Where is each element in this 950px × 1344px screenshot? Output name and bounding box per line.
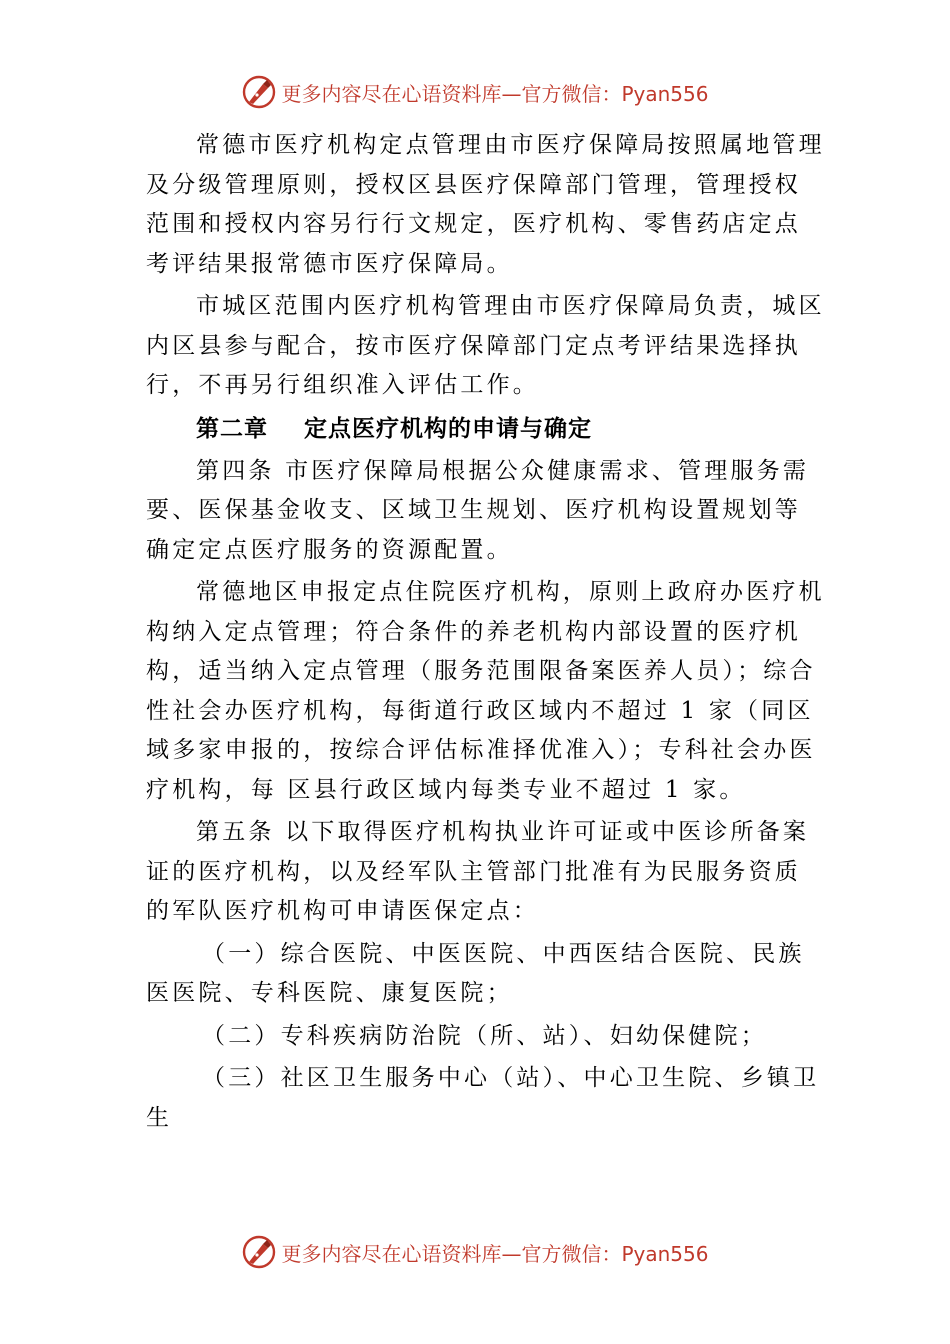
chapter-heading: 第二章 定点医疗机构的申请与确定 xyxy=(196,415,593,442)
article-5-paragraph: 第五条 以下取得医疗机构执业许可证或中医诊所备案证的医疗机构，以及经军队主管部门批准有为民服务资质的军队医疗机构可申请医保定点： xyxy=(146,819,810,924)
article-4-paragraph: 第四条 市医疗保障局根据公众健康需求、管理服务需要、医保基金收支、区域卫生规划、医疗机构设置规划等确定定点医疗服务的资源配置。 xyxy=(146,457,810,563)
paragraph-authorization: 常德市医疗机构定点管理由市医疗保障局按照属地管理及分级管理原则，授权区县医疗保障部门管理，管理授权范围和授权内容另行行文规定，医疗机构、零售药店定点考评结果报常德市医疗保障局。 xyxy=(146,132,825,277)
header-watermark-text: 更多内容尽在心语资料库—官方微信：Pyan556 xyxy=(281,81,709,106)
paragraph-city-district: 市城区范围内医疗机构管理由市医疗保障局负责，城区内区县参与配合，按市医疗保障部门定点考评结果选择执行，不再另行组织准入评估工作。 xyxy=(146,293,825,398)
article-4-quota-paragraph: 常德地区申报定点住院医疗机构，原则上政府办医疗机构纳入定点管理；符合条件的养老机构内部设置的医疗机构，适当纳入定点管理（服务范围限备案医养人员）；综合性社会办医疗机构，每街道行政区域内不超过 1 家（同区域多家申报的，按综合评估标准择优准入）；专科社会办医疗机构，每 区县行政区域内每类专业不超过 1 家。 xyxy=(146,579,825,803)
footer-watermark-text: 更多内容尽在心语资料库—官方微信：Pyan556 xyxy=(281,1241,709,1266)
list-item: （一）综合医院、中医医院、中西医结合医院、民族医医院、专科医院、康复医院； xyxy=(146,940,805,1006)
pen-nib-logo-icon xyxy=(241,1234,277,1270)
list-item: （二）专科疾病防治院（所、站）、妇幼保健院； xyxy=(202,1022,767,1049)
document-body xyxy=(146,126,826,1138)
header-watermark-banner xyxy=(0,70,950,114)
footer-watermark-banner xyxy=(0,1230,950,1274)
pen-nib-logo-icon xyxy=(241,74,277,110)
list-item: （三）社区卫生服务中心（站）、中心卫生院、乡镇卫生 xyxy=(146,1065,820,1131)
